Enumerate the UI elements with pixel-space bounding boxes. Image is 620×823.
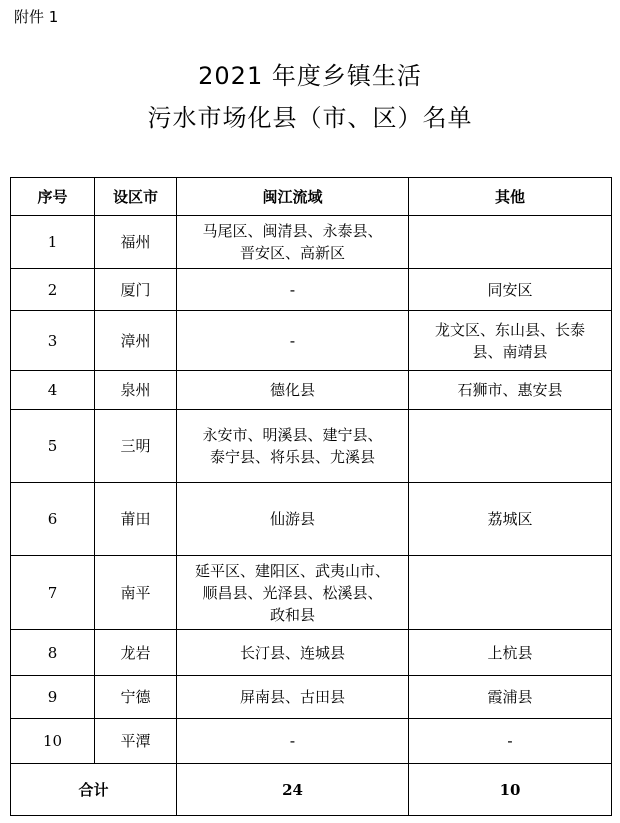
cell-city: 福州 [95, 216, 177, 269]
cell-other: 石狮市、惠安县 [409, 371, 612, 410]
cell-city: 泉州 [95, 371, 177, 410]
cell-minjiang-basin: - [177, 269, 409, 311]
cell-city: 三明 [95, 410, 177, 483]
cell-minjiang-basin: 屏南县、古田县 [177, 676, 409, 719]
cell-minjiang-basin: 延平区、建阳区、武夷山市、 顺昌县、光泽县、松溪县、 政和县 [177, 556, 409, 630]
table-row [11, 719, 612, 764]
cell-city: 平潭 [95, 719, 177, 764]
cell-other: 龙文区、东山县、长泰 县、南靖县 [409, 311, 612, 371]
page-title-line2: 污水市场化县（市、区）名单 [147, 104, 473, 132]
cell-serial-no: 1 [11, 216, 95, 269]
table-row [11, 311, 612, 371]
table-row [11, 410, 612, 483]
header-serial-no: 序号 [11, 178, 95, 216]
cell-city: 宁德 [95, 676, 177, 719]
cell-other: 荔城区 [409, 483, 612, 556]
cell-serial-no: 8 [11, 630, 95, 676]
cell-minjiang-basin: - [177, 719, 409, 764]
table-row [11, 630, 612, 676]
cell-serial-no: 10 [11, 719, 95, 764]
table-row [11, 483, 612, 556]
header-other: 其他 [409, 178, 612, 216]
table-row [11, 556, 612, 630]
cell-serial-no: 7 [11, 556, 95, 630]
cell-serial-no: 9 [11, 676, 95, 719]
cell-city: 龙岩 [95, 630, 177, 676]
cell-other [409, 216, 612, 269]
cell-minjiang-basin: 永安市、明溪县、建宁县、 泰宁县、将乐县、尤溪县 [177, 410, 409, 483]
header-minjiang-basin: 闽江流域 [177, 178, 409, 216]
total-label: 合计 [11, 764, 177, 816]
cell-other [409, 410, 612, 483]
cell-other: 霞浦县 [409, 676, 612, 719]
total-other: 10 [409, 764, 612, 816]
cell-city: 漳州 [95, 311, 177, 371]
table-row [11, 371, 612, 410]
total-minjiang: 24 [177, 764, 409, 816]
cell-other: - [409, 719, 612, 764]
cell-serial-no: 5 [11, 410, 95, 483]
table-header-row [11, 178, 612, 216]
cell-serial-no: 2 [11, 269, 95, 311]
header-city: 设区市 [95, 178, 177, 216]
table-row [11, 216, 612, 269]
cell-city: 厦门 [95, 269, 177, 311]
table-row [11, 269, 612, 311]
county-list-table [10, 177, 612, 816]
cell-minjiang-basin: - [177, 311, 409, 371]
cell-minjiang-basin: 马尾区、闽清县、永泰县、 晋安区、高新区 [177, 216, 409, 269]
cell-city: 莆田 [95, 483, 177, 556]
cell-minjiang-basin: 德化县 [177, 371, 409, 410]
cell-other: 上杭县 [409, 630, 612, 676]
cell-city: 南平 [95, 556, 177, 630]
cell-serial-no: 3 [11, 311, 95, 371]
attachment-label: 附件 1 [14, 8, 59, 26]
page-title-line1: 2021 年度乡镇生活 [198, 62, 422, 90]
cell-other [409, 556, 612, 630]
cell-serial-no: 6 [11, 483, 95, 556]
cell-minjiang-basin: 长汀县、连城县 [177, 630, 409, 676]
table-total-row [11, 764, 612, 816]
cell-minjiang-basin: 仙游县 [177, 483, 409, 556]
cell-other: 同安区 [409, 269, 612, 311]
table-row [11, 676, 612, 719]
cell-serial-no: 4 [11, 371, 95, 410]
